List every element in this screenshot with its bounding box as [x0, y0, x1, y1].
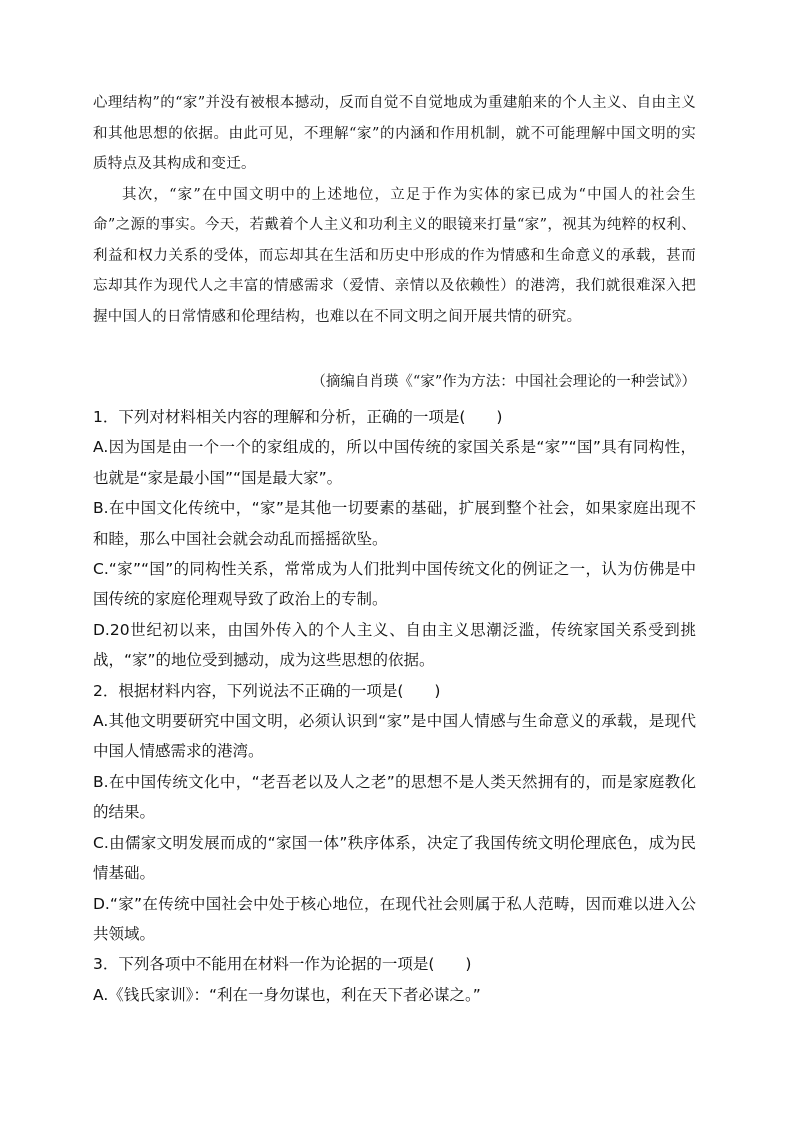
question-2: [93, 676, 696, 950]
option-c: C.“家”“国”的同构性关系，常常成为人们批判中国传统文化的例证之一，认为仿佛是中国传统的家庭伦理观导致了政治上的专制。: [93, 560, 696, 609]
question-list: [93, 402, 696, 1010]
question-1: [93, 402, 696, 676]
passage-paragraph-2: 其次，“家”在中国文明中的上述地位，立足于作为实体的家已成为“中国人的社会生命”之源的事实。今天，若戴着个人主义和功利主义的眼镜来打量“家”，视其为纯粹的权利、利益和权力关系的受体，而忘却其在生活和历史中形成的作为情感和生命意义的承载，甚而忘却其作为现代人之丰富的情感需求（爱情、亲情以及依赖性）的港湾，我们就很难深入把握中国人的日常情感和伦理结构，也难以在不同文明之间开展共情的研究。: [93, 186, 696, 325]
option-d: D.“家”在传统中国社会中处于核心地位，在现代社会则属于私人范畴，因而难以进入公共领域。: [93, 894, 696, 943]
question-stem: 2．根据材料内容，下列说法不正确的一项是( ): [93, 681, 441, 700]
option-d: D.20世纪初以来，由国外传入的个人主义、自由主义思潮泛滥，传统家国关系受到挑战，“家”的地位受到撼动，成为这些思想的依据。: [93, 620, 696, 670]
question-stem: 3．下列各项中不能用在材料一作为论据的一项是( ): [93, 955, 472, 974]
passage-paragraph-1: 心理结构”的“家”并没有被根本撼动，反而自觉不自觉地成为重建舶来的个人主义、自由主义和其他思想的依据。由此可见，不理解“家”的内涵和作用机制，就不可能理解中国文明的实质特点及其构成和变迁。: [93, 95, 696, 172]
option-a: A.其他文明要研究中国文明，必须认识到“家”是中国人情感与生命意义的承载，是现代中国人情感需求的港湾。: [93, 712, 696, 761]
option-b: B.在中国文化传统中，“家”是其他一切要素的基础，扩展到整个社会，如果家庭出现不和睦，那么中国社会就会动乱而摇摇欲坠。: [93, 499, 696, 548]
option-a: A.因为国是由一个一个的家组成的，所以中国传统的家国关系是“家”“国”具有同构性，也就是“家是最小国”“国是最大家”。: [93, 438, 696, 487]
option-c: C.由儒家文明发展而成的“家国一体”秩序体系，决定了我国传统文明伦理底色，成为民情基础。: [93, 833, 696, 883]
question-3: [93, 949, 696, 1010]
passage-source: （摘编自肖瑛《“家”作为方法：中国社会理论的一种尝试》）: [311, 374, 696, 390]
option-a: A.《钱氏家训》：“利在一身勿谋也，利在天下者必谋之。”: [93, 985, 481, 1004]
option-b: B.在中国传统文化中，“老吾老以及人之老”的思想不是人类天然拥有的，而是家庭教化的结果。: [93, 772, 696, 822]
passage: [93, 88, 696, 332]
question-stem: 1．下列对材料相关内容的理解和分析，正确的一项是( ): [93, 408, 503, 426]
